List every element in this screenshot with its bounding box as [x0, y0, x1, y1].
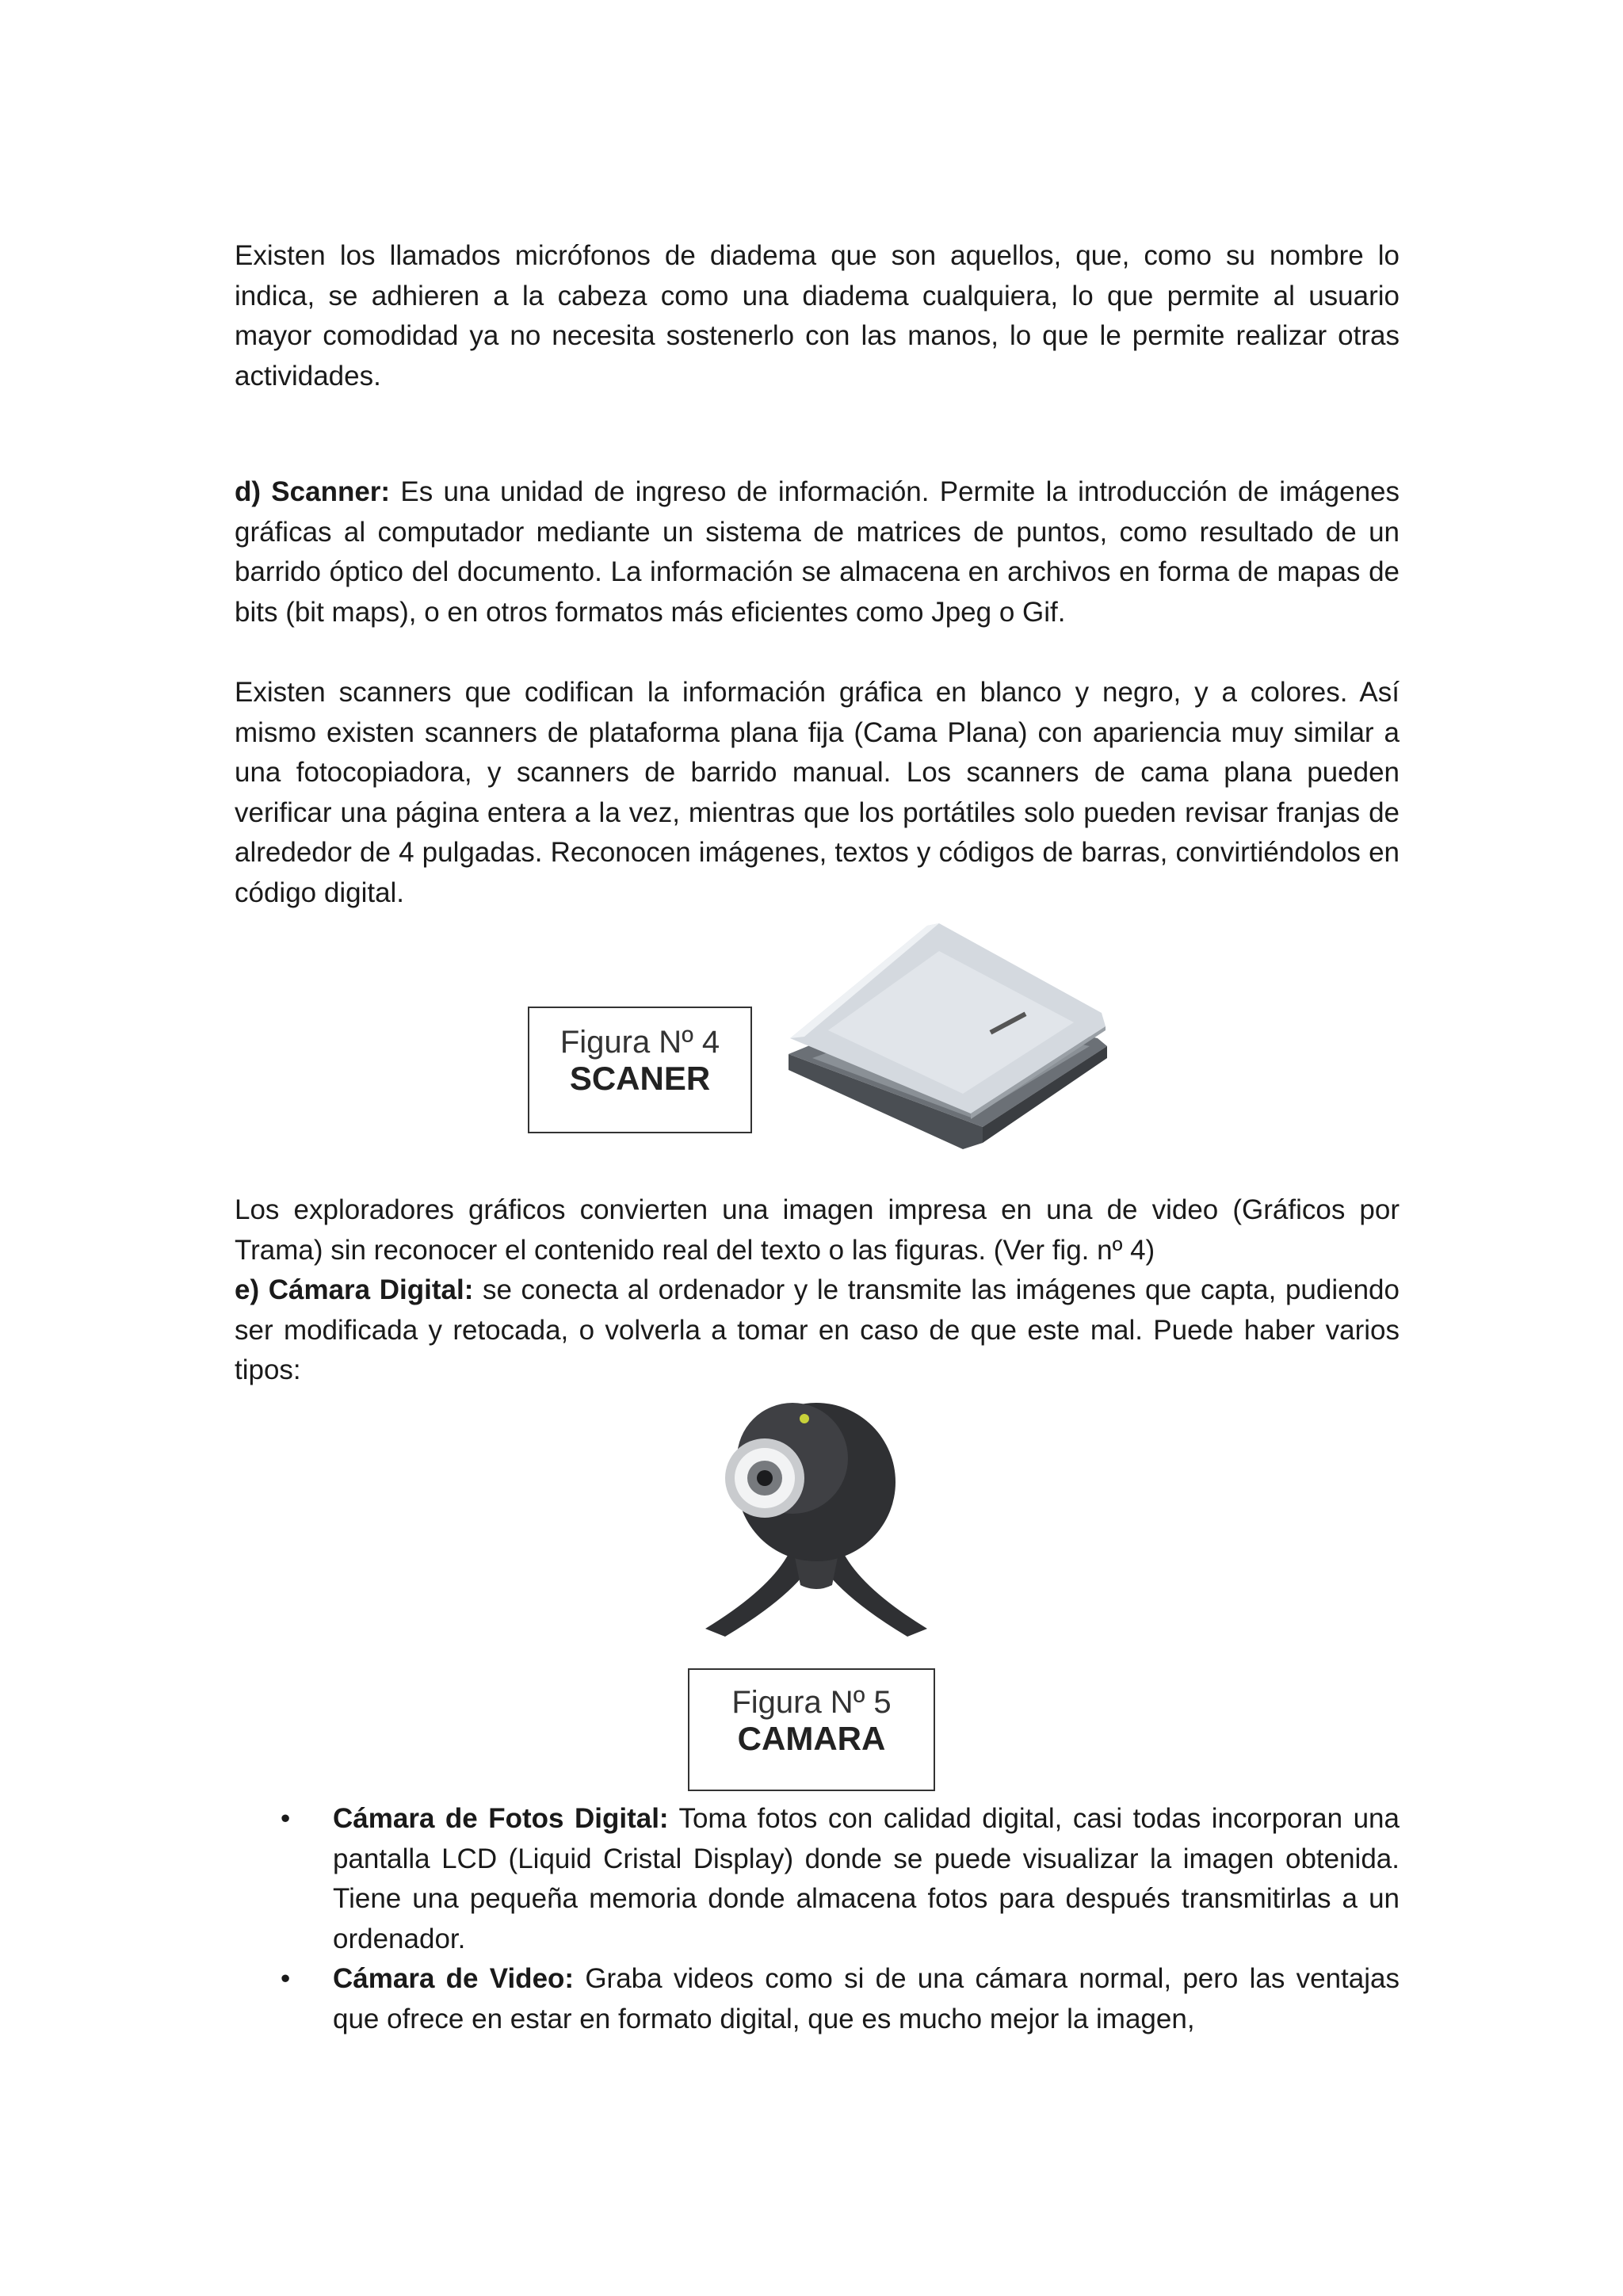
scanner-description: Es una unidad de ingreso de información. Permite la introducción de imágenes gráficas al computador mediante un sistema de matrices de puntos, como resultado de un barrido óptico del documento. La información se almacena en archivos en forma de mapas de bits (bit maps), o en otros formatos más eficientes como Jpeg o Gif. [235, 476, 1400, 628]
figure-4-title: SCANER [569, 1060, 711, 1097]
bullet-point: • [281, 1803, 291, 1834]
paragraph-exploradores: Los exploradores gráficos convierten una imagen impresa en una de video (Gráficos por Trama) sin reconocer el contenido real del texto o las figuras. (Ver fig. nº 4) [235, 1194, 1400, 1266]
flatbed-scanner-icon [781, 919, 1113, 1157]
camera-heading: e) Cámara Digital: [235, 1274, 474, 1305]
figure-5-number: Figura Nº 5 [731, 1685, 892, 1720]
figure-4-number: Figura Nº 4 [559, 1025, 720, 1060]
figure-5-caption [688, 1668, 935, 1791]
paragraph-camara [235, 1270, 1400, 1391]
list-item-label: Cámara de Video: [333, 1963, 575, 1994]
webcam-icon [689, 1395, 943, 1641]
list-item [235, 1799, 1400, 1959]
camera-types-list [235, 1799, 1400, 2039]
list-item [235, 1959, 1400, 2039]
camera-description: se conecta al ordenador y le transmite las imágenes que capta, pudiendo ser modificada y retocada, o volverla a tomar en caso de que este mal. Puede haber varios tipos: [235, 1274, 1400, 1385]
scanner-heading: d) Scanner: [235, 476, 391, 507]
paragraph-scanner [235, 472, 1400, 632]
figure-5-title: CAMARA [737, 1720, 886, 1757]
paragraph-microfonos: Existen los llamados micrófonos de diadema que son aquellos, que, como su nombre lo indica, se adhieren a la cabeza como una diadema cualquiera, lo que permite al usuario mayor comodidad ya no necesita sostenerlo con las manos, lo que le permite realizar otras actividades. [235, 240, 1400, 392]
paragraph-scanner-types: Existen scanners que codifican la información gráfica en blanco y negro, y a colores. Así mismo existen scanners de plataforma plana fija (Cama Plana) con apariencia muy similar a una fotocopiadora, y scanners de barrido manual. Los scanners de cama plana pueden verificar una página entera a la vez, mientras que los portátiles solo pueden revisar franjas de alrededor de 4 pulgadas. Reconocen imágenes, textos y códigos de barras, convirtiéndolos en código digital. [235, 677, 1400, 908]
list-item-label: Cámara de Fotos Digital: [333, 1803, 669, 1834]
list-item-text: Graba videos como si de una cámara normal, pero las ventajas que ofrece en estar en formato digital, que es mucho mejor la imagen, [333, 1963, 1400, 2034]
list-item-text: Toma fotos con calidad digital, casi todas incorporan una pantalla LCD (Liquid Cristal Display) donde se puede visualizar la imagen obtenida. Tiene una pequeña memoria donde almacena fotos para después transmitirlas a un ordenador. [333, 1803, 1400, 1954]
figure-4-caption [528, 1007, 752, 1133]
bullet-point: • [281, 1963, 291, 1994]
